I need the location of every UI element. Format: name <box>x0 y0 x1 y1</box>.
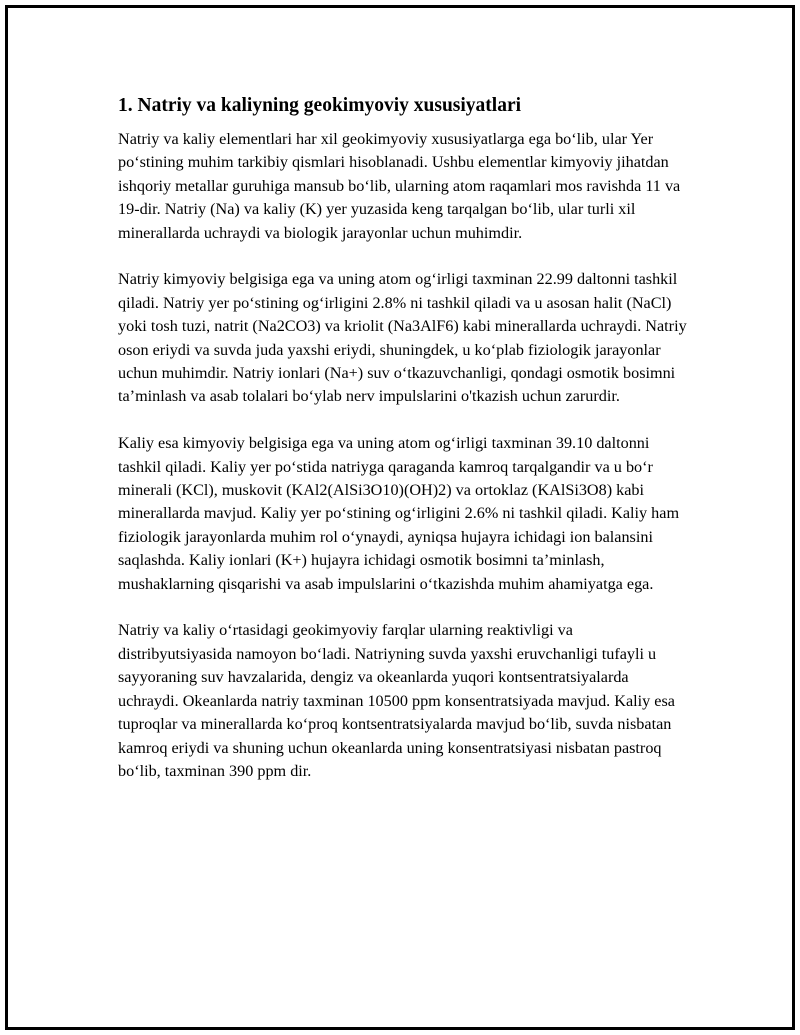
document-body <box>118 94 688 807</box>
paragraph-2: Natriy kimyoviy belgisiga ega va uning atom ogʻirligi taxminan 22.99 daltonni tashkil qiladi. Natriy yer poʻstining ogʻirligini 2.8% ni tashkil qiladi va u asosan halit (NaCl) yoki tosh tuzi, natrit (Na2CO3) va kriolit (Na3AlF6) kabi minerallarda uchraydi. Natriy oson eriydi va suvda juda yaxshi eriydi, shuningdek, u koʻplab fiziologik jarayonlar uchun muhimdir. Natriy ionlari (Na+) suv oʻtkazuvchanligi, qondagi osmotik bosimni taʼminlash va asab tolalari boʻylab nerv impulslarini o'tkazish uchun zarurdir. <box>118 270 687 406</box>
paragraph-4: Natriy va kaliy oʻrtasidagi geokimyoviy farqlar ularning reaktivligi va distribyutsiyasida namoyon boʻladi. Natriyning suvda yaxshi eruvchanligi tufayli u sayyoraning suv havzalarida, dengiz va okeanlarda yuqori kontsentratsiyalarda uchraydi. Okeanlarda natriy taxminan 10500 ppm konsentratsiyada mavjud. Kaliy esa tuproqlar va minerallarda koʻproq kontsentratsiyalarda mavjud boʻlib, suvda nisbatan kamroq eriydi va shuning uchun okeanlarda uning konsentratsiyasi nisbatan pastroq boʻlib, taxminan 390 ppm dir. <box>118 621 675 780</box>
paragraph-1: Natriy va kaliy elementlari har xil geokimyoviy xususiyatlarga ega boʻlib, ular Yer poʻstining muhim tarkibiy qismlari hisoblanadi. Ushbu elementlar kimyoviy jihatdan ishqoriy metallar guruhiga mansub boʻlib, ularning atom raqamlari mos ravishda 11 va 19-dir. Natriy (Na) va kaliy (K) yer yuzasida keng tarqalgan boʻlib, ular turli xil minerallarda uchraydi va biologik jarayonlar uchun muhimdir. <box>118 130 681 242</box>
section-heading: 1. Natriy va kaliyning geokimyoviy xususiyatlari <box>118 95 522 116</box>
paragraph-3: Kaliy esa kimyoviy belgisiga ega va uning atom ogʻirligi taxminan 39.10 daltonni tashkil qiladi. Kaliy yer poʻstida natriyga qaraganda kamroq tarqalgandir va u boʻr minerali (KCl), muskovit (KAl2(AlSi3O10)(OH)2) va ortoklaz (KAlSi3O8) kabi minerallarda mavjud. Kaliy yer poʻstining ogʻirligini 2.6% ni tashkil qiladi. Kaliy ham fiziologik jarayonlarda muhim rol oʻynaydi, ayniqsa hujayra ichidagi ion balansini saqlashda. Kaliy ionlari (K+) hujayra ichidagi osmotik bosimni taʼminlash, mushaklarning qisqarishi va asab impulslarini oʻtkazishda muhim ahamiyatga ega. <box>118 434 680 593</box>
